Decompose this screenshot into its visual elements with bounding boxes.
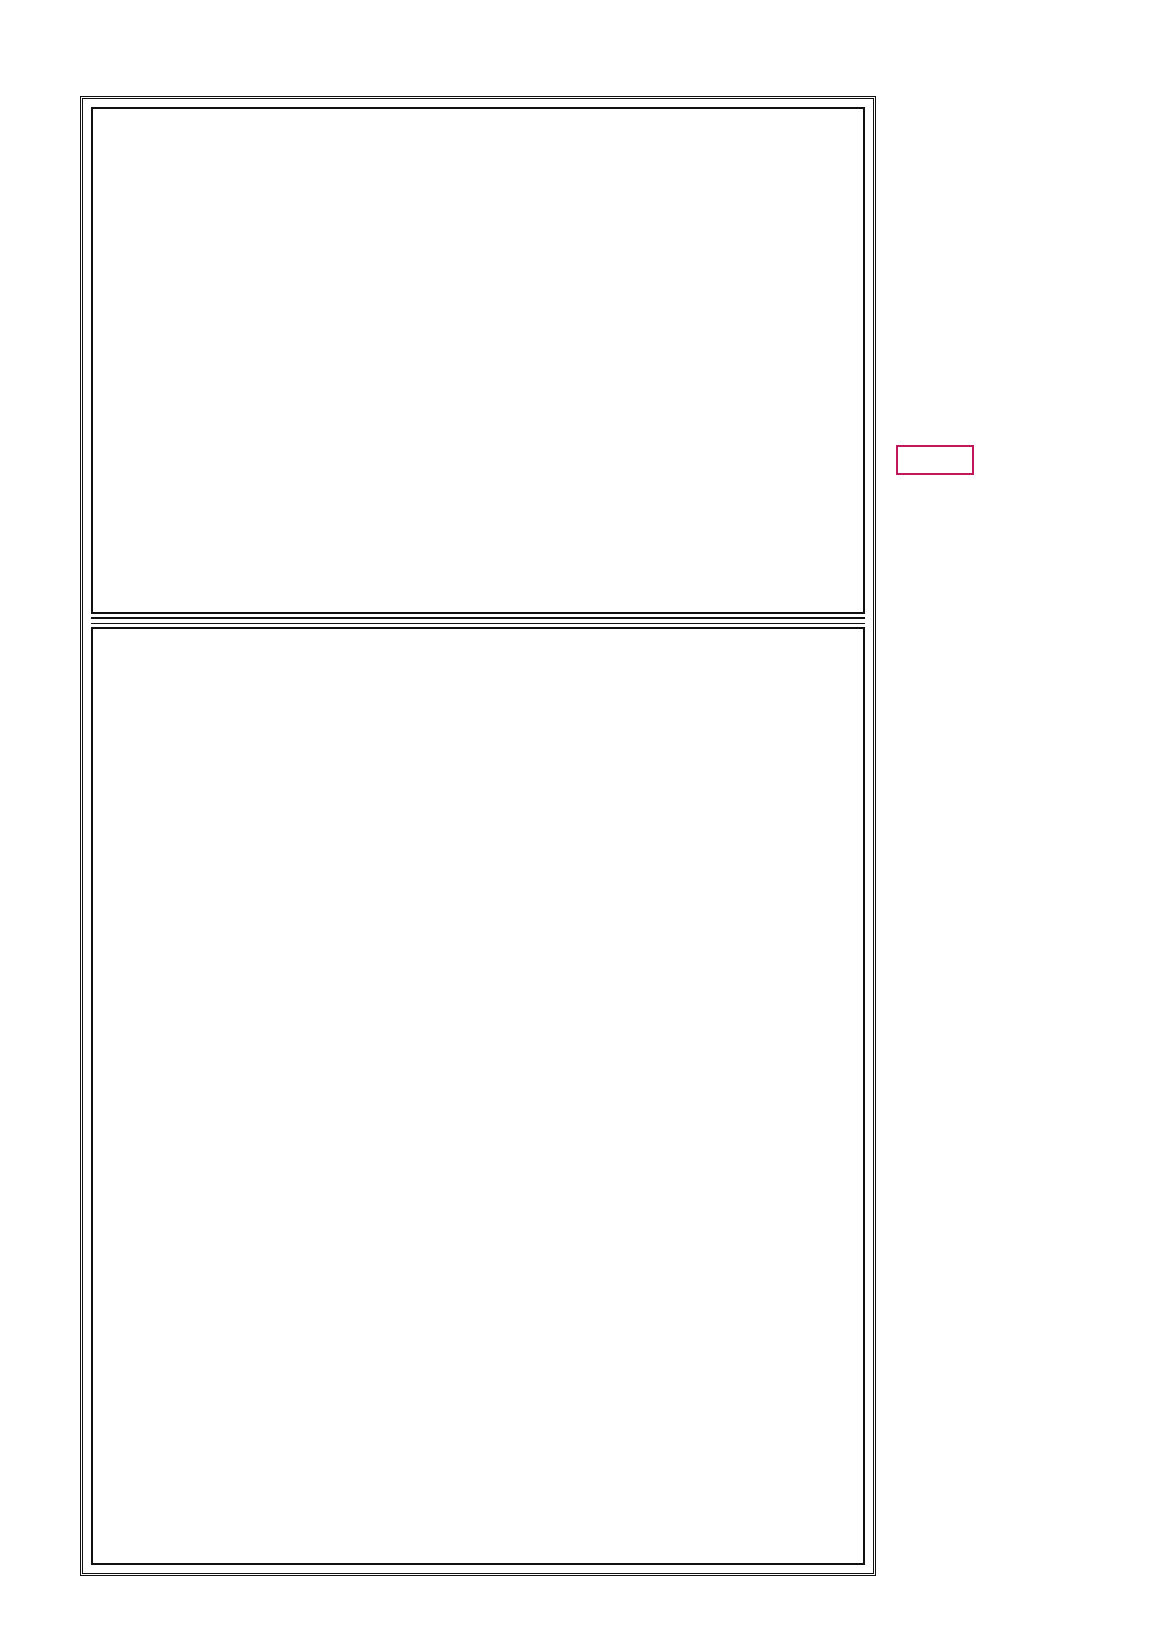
panel-divider	[91, 617, 865, 624]
hadith-text-panel	[91, 107, 865, 614]
commentary-panel	[91, 627, 865, 1565]
page-frame	[80, 96, 876, 1576]
hadith-number-box	[896, 445, 974, 475]
